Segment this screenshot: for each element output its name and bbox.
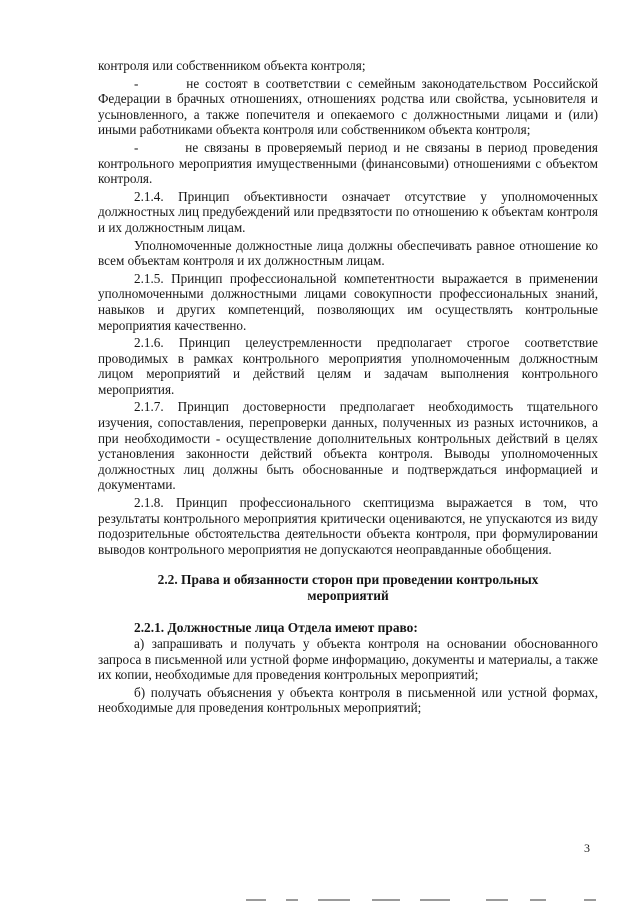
page-number: 3 (584, 841, 590, 855)
paragraph: 2.1.4. Принцип объективности означает отсутствие у уполномоченных должностных лиц предубеждений или предвзятости по отношению к объектам контроля и их должностным лицам. (98, 188, 598, 235)
scan-artifact (486, 899, 508, 901)
scan-artifact (246, 899, 266, 901)
list-item: а) запрашивать и получать у объекта контроля на основании обоснованного запроса в письменной или устной форме информацию, документы и материалы, а также их копии, необходимые для проведения контрольных мероприятий; (98, 636, 598, 683)
paragraph: - не состоят в соответствии с семейным законодательством Российской Федерации в брачных отношениях, отношениях родства или свойства, усыновителя и усыновленного, а также попечителя и опекаемого с должностными лицами и (или) иными работниками объекта контроля или собственником объекта контроля; (98, 75, 598, 138)
scan-artifact (286, 899, 298, 901)
paragraph: 2.1.7. Принцип достоверности предполагает необходимость тщательного изучения, сопоставления, перепроверки данных, полученных из разных источников, а при необходимости - осуществление дополнительных контрольных действий в целях установления законности действий объекта контроля. Выводы уполномоченных должностных лиц должны быть обоснованные и подтверждаться информацией и документами. (98, 399, 598, 493)
list-item: б) получать объяснения у объекта контроля в письменной или устной формах, необходимые для проведения контрольных мероприятий; (98, 684, 598, 716)
paragraph: контроля или собственником объекта контроля; (98, 58, 366, 73)
paragraph: Уполномоченные должностные лица должны обеспечивать равное отношение ко всем объектам контроля и их должностным лицам. (98, 237, 598, 269)
scan-artifact (372, 899, 400, 901)
paragraph: 2.1.6. Принцип целеустремленности предполагает строгое соответствие проводимых в рамках контрольного мероприятия уполномоченным должностным лицом мероприятий и действий целям и задачам выполнения контрольного мероприятия. (98, 335, 598, 397)
scan-artifact (318, 899, 350, 901)
rights-list (98, 636, 598, 716)
paragraph: 2.1.8. Принцип профессионального скептицизма выражается в том, что результаты контрольного мероприятия критически оцениваются, не упускаются из виду подозрительные обстоятельства деятельности объекта контроля, при формулировании выводов контрольного мероприятия не допускаются неоправданные обобщения. (98, 495, 598, 557)
paragraph: 2.1.5. Принцип профессиональной компетентности выражается в применении уполномоченными должностными лицами совокупности профессиональных знаний, навыков и других компетенций, позволяющих им осуществлять контрольные мероприятия качественно. (98, 270, 598, 333)
subheading: 2.2.1. Должностные лица Отдела имеют право: (134, 620, 418, 636)
scan-artifact (420, 899, 450, 901)
scan-artifact (584, 899, 596, 901)
paragraph: - не связаны в проверяемый период и не связаны в период проведения контрольного мероприятия имущественными (финансовыми) отношениями с объектом контроля. (98, 139, 598, 187)
document-page (98, 58, 598, 716)
paragraphs-block (98, 58, 598, 557)
scan-artifact (530, 899, 546, 901)
section-heading: 2.2. Права и обязанности сторон при проведении контрольных мероприятий (157, 572, 539, 604)
